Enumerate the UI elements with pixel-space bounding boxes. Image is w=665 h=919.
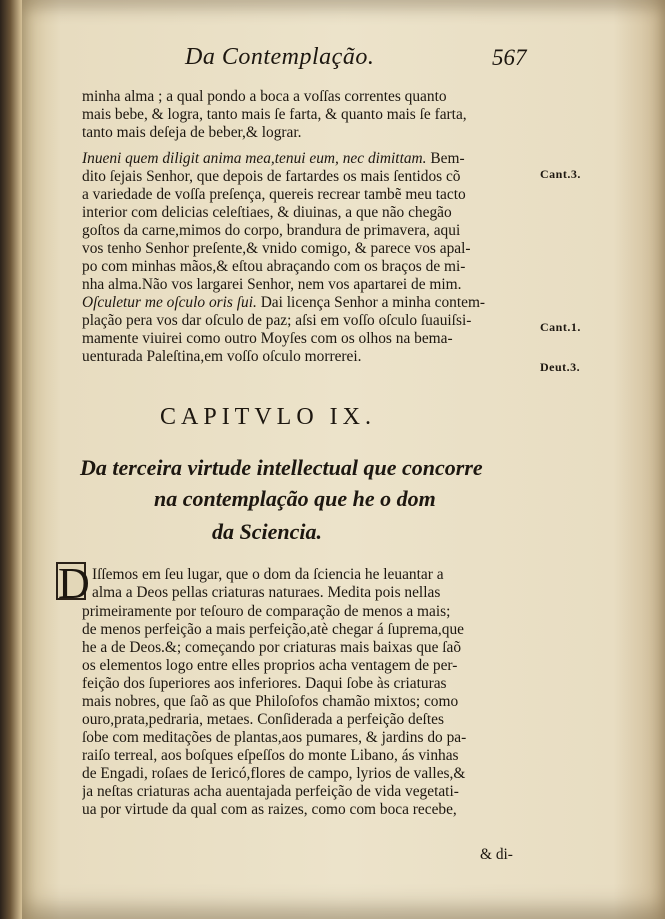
page-number: 567 bbox=[492, 45, 527, 70]
text-line: feição dos ſuperiores aos inferiores. Daqui ſobe às criaturas bbox=[82, 675, 447, 692]
text-line: ſobe com meditações de plantas,aos pumares, & jardins do pa- bbox=[82, 729, 467, 746]
text-line: tanto mais deſeja de beber,& lograr. bbox=[82, 124, 302, 141]
text-line: os elementos logo entre elles proprios acha ventagem de per- bbox=[82, 657, 458, 674]
text-line: primeiramente por teſouro de comparação de menos a mais; bbox=[82, 603, 451, 620]
chapter-subtitle-line: da Sciencia. bbox=[212, 519, 322, 544]
running-title: Da Contemplação. bbox=[185, 44, 375, 70]
text-line: ua por virtude da qual com as raizes, como com boca recebe, bbox=[82, 801, 457, 818]
text-line: he a de Deos.&; começando por criaturas mais baixas que ſaõ bbox=[82, 639, 462, 656]
latin-quote: Inueni quem diligit anima mea,tenui eum, nec dimittam. bbox=[82, 150, 427, 167]
text-line: dito ſejais Senhor, que depois de fartardes os mais ſentidos cõ bbox=[82, 168, 461, 185]
catchword: & di- bbox=[480, 846, 513, 863]
margin-note-cant1: Cant.1. bbox=[540, 320, 581, 334]
text-line: Iſſemos em ſeu lugar, que o dom da ſciencia he leuantar a bbox=[92, 566, 444, 583]
chapter-subtitle-line: na contemplação que he o dom bbox=[154, 486, 436, 511]
text-line: minha alma ; a qual pondo a boca a voſſas correntes quanto bbox=[82, 88, 447, 105]
text-line: vos tenho Senhor preſente,& vnido comigo, & parece vos apal- bbox=[82, 240, 471, 257]
text-line: mais bebe, & logra, tanto mais ſe farta, & quanto mais ſe farta, bbox=[82, 106, 467, 123]
text-line: plação pera vos dar oſculo de paz; aſsi em voſſo oſculo ſuauiſsi- bbox=[82, 312, 472, 329]
margin-note-deut3: Deut.3. bbox=[540, 360, 581, 374]
text-line: raiſo terreal, aos boſques eſpeſſos do monte Libano, ás vinhas bbox=[82, 747, 459, 764]
text-line: mais nobres, que ſaõ as que Philoſofos chamão mixtos; como bbox=[82, 693, 459, 710]
text-line: po com minhas mãos,& eſtou abraçando com os braços de mi- bbox=[82, 258, 466, 275]
text-line: alma a Deos pellas criaturas naturaes. Medita pois nellas bbox=[92, 584, 441, 601]
text-line: Oſculetur me oſculo oris ſui. Dai licença Senhor a minha contem- bbox=[82, 294, 486, 311]
text-line: interior com delicias celeſtiaes, & diuinas, a que não chegão bbox=[82, 204, 452, 221]
text-line: de Engadi, roſaes de Iericó,flores de campo, lyrios de valles,& bbox=[82, 765, 466, 782]
text-line: mamente viuirei como outro Moyſes com os olhos na bema- bbox=[82, 330, 453, 347]
drop-cap: D bbox=[58, 559, 90, 608]
chapter-subtitle-line: Da terceira virtude intellectual que concorre bbox=[80, 455, 483, 480]
margin-note-cant3: Cant.3. bbox=[540, 167, 581, 181]
text-line: a variedade de voſſa preſença, quereis recrear tambẽ meu tacto bbox=[82, 186, 466, 203]
text-line: de menos perfeição a mais perfeição,atè chegar á ſuprema,que bbox=[82, 621, 464, 638]
chapter-heading: CAPITVLO IX. bbox=[160, 404, 376, 430]
text-line: goſtos da carne,mimos do corpo, brandura de primavera, aqui bbox=[82, 222, 461, 239]
text-line: nha alma.Não vos largarei Senhor, nem vos apartarei de mim. bbox=[82, 276, 462, 293]
latin-quote: Oſculetur me oſculo oris ſui. bbox=[82, 294, 257, 311]
text-line: ouro,prata,pedraria, metaes. Conſiderada a perfeição deſtes bbox=[82, 711, 444, 728]
text-line: ja neſtas criaturas acha auentajada perfeição de vida vegetati- bbox=[82, 783, 459, 800]
text-line: uenturada Paleſtina,em voſſo oſculo morrerei. bbox=[82, 348, 362, 365]
text-line: Inueni quem diligit anima mea,tenui eum, nec dimittam. Bem- bbox=[82, 150, 465, 167]
